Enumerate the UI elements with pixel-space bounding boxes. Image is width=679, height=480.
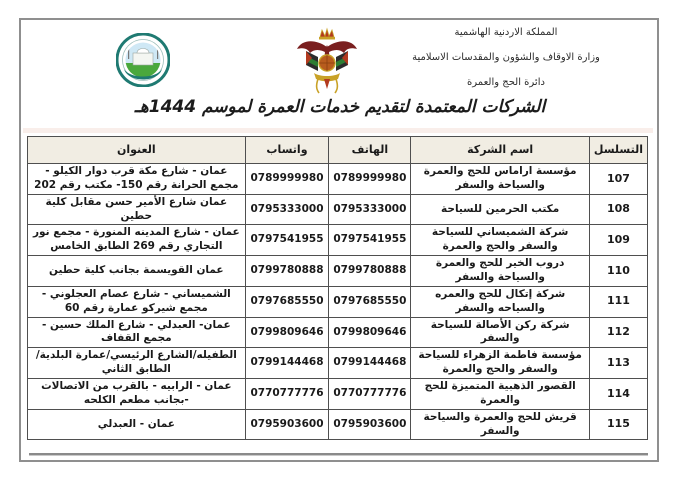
serial-cell: 109: [589, 225, 647, 256]
phone-cell: 0799144468: [329, 348, 411, 379]
serial-cell: 111: [589, 286, 647, 317]
department-line: دائرة الحج والعمرة: [467, 77, 545, 88]
serial-cell: 115: [589, 409, 647, 440]
table-row: [28, 164, 648, 195]
company-cell: دروب الخير للحج والعمرة والسياحة والسفر: [411, 256, 590, 287]
whatsapp-cell: 0797685550: [245, 286, 329, 317]
table-row: [28, 317, 648, 348]
table-body: [28, 164, 648, 440]
phone-cell: 0797685550: [329, 286, 411, 317]
whatsapp-cell: 0770777776: [245, 379, 329, 410]
whatsapp-cell: 0799144468: [245, 348, 329, 379]
jordan-coat-of-arms-icon: [294, 27, 360, 97]
address-cell: عمان - الرابيه - بالقرب من الاتصالات -بجانب مطعم الكلحه: [28, 379, 246, 410]
phone-cell: 0789999980: [329, 164, 411, 195]
address-cell: عمان - العبدلي: [28, 409, 246, 440]
ministry-line: وزارة الاوقاف والشؤون والمقدسات الاسلامية: [412, 52, 600, 63]
footer-rule: [29, 453, 648, 456]
serial-cell: 107: [589, 164, 647, 195]
serial-cell: 112: [589, 317, 647, 348]
column-header-company: اسم الشركة: [411, 137, 590, 164]
address-cell: عمان شارع الأمير حسن مقابل كلية حطين: [28, 194, 246, 225]
whatsapp-cell: 0795333000: [245, 194, 329, 225]
serial-cell: 110: [589, 256, 647, 287]
phone-cell: 0770777776: [329, 379, 411, 410]
column-header-address: العنوان: [28, 137, 246, 164]
company-cell: شركة إتكال للحج والعمره والسياحه والسفر: [411, 286, 590, 317]
phone-cell: 0795333000: [329, 194, 411, 225]
page-title: الشركات المعتمدة لتقديم خدمات العمرة لموسم 1444هـ: [134, 97, 546, 117]
company-cell: مكتب الحرمين للسياحة: [411, 194, 590, 225]
table-row: [28, 348, 648, 379]
company-cell: شركة الشميساني للسياحة والسفر والحج والعمرة: [411, 225, 590, 256]
company-cell: قريش للحج والعمرة والسياحة والسفر: [411, 409, 590, 440]
column-header-serial: التسلسل: [589, 137, 647, 164]
serial-cell: 113: [589, 348, 647, 379]
table-row: [28, 409, 648, 440]
phone-cell: 0799809646: [329, 317, 411, 348]
company-cell: مؤسسة اراماس للحج والعمرة والسياحة والسفر: [411, 164, 590, 195]
address-cell: الطفيله/الشارع الرئيسي/عمارة البلدية/ الطابق الثاني: [28, 348, 246, 379]
kingdom-line: المملكة الاردنية الهاشمية: [454, 27, 558, 38]
company-cell: القصور الذهبية المتميزة للحج والعمرة: [411, 379, 590, 410]
serial-cell: 108: [589, 194, 647, 225]
address-cell: عمان- العبدلي - شارع الملك حسين - مجمع القفاف: [28, 317, 246, 348]
government-header: [370, 20, 642, 95]
table-row: [28, 286, 648, 317]
table-row: [28, 225, 648, 256]
scan-tint-band: [23, 128, 653, 133]
phone-cell: 0799780888: [329, 256, 411, 287]
whatsapp-cell: 0799780888: [245, 256, 329, 287]
serial-cell: 114: [589, 379, 647, 410]
address-cell: عمان القويسمة بجانب كلية حطين: [28, 256, 246, 287]
company-cell: شركة ركن الأصالة للسياحة والسفر: [411, 317, 590, 348]
address-cell: عمان - شارع مكة قرب دوار الكيلو - مجمع الحرانة رقم 150- مكتب رقم 202: [28, 164, 246, 195]
whatsapp-cell: 0789999980: [245, 164, 329, 195]
phone-cell: 0797541955: [329, 225, 411, 256]
whatsapp-cell: 0797541955: [245, 225, 329, 256]
column-header-whatsapp: واتساب: [245, 137, 329, 164]
whatsapp-cell: 0795903600: [245, 409, 329, 440]
table-row: [28, 194, 648, 225]
column-header-phone: الهاتف: [329, 137, 411, 164]
table-row: [28, 379, 648, 410]
table-row: [28, 256, 648, 287]
address-cell: الشميساني - شارع عصام العجلوني - مجمع شيركو عمارة رقم 60: [28, 286, 246, 317]
whatsapp-cell: 0799809646: [245, 317, 329, 348]
address-cell: عمان - شارع المدينه المنورة - مجمع نور التجاري رقم 269 الطابق الخامس: [28, 225, 246, 256]
ministry-awqaf-logo-icon: [116, 33, 170, 87]
companies-table: [27, 136, 648, 440]
phone-cell: 0795903600: [329, 409, 411, 440]
table-header-row: [28, 137, 648, 164]
company-cell: مؤسسة فاطمة الزهراء للسياحة والسفر والحج والعمرة: [411, 348, 590, 379]
